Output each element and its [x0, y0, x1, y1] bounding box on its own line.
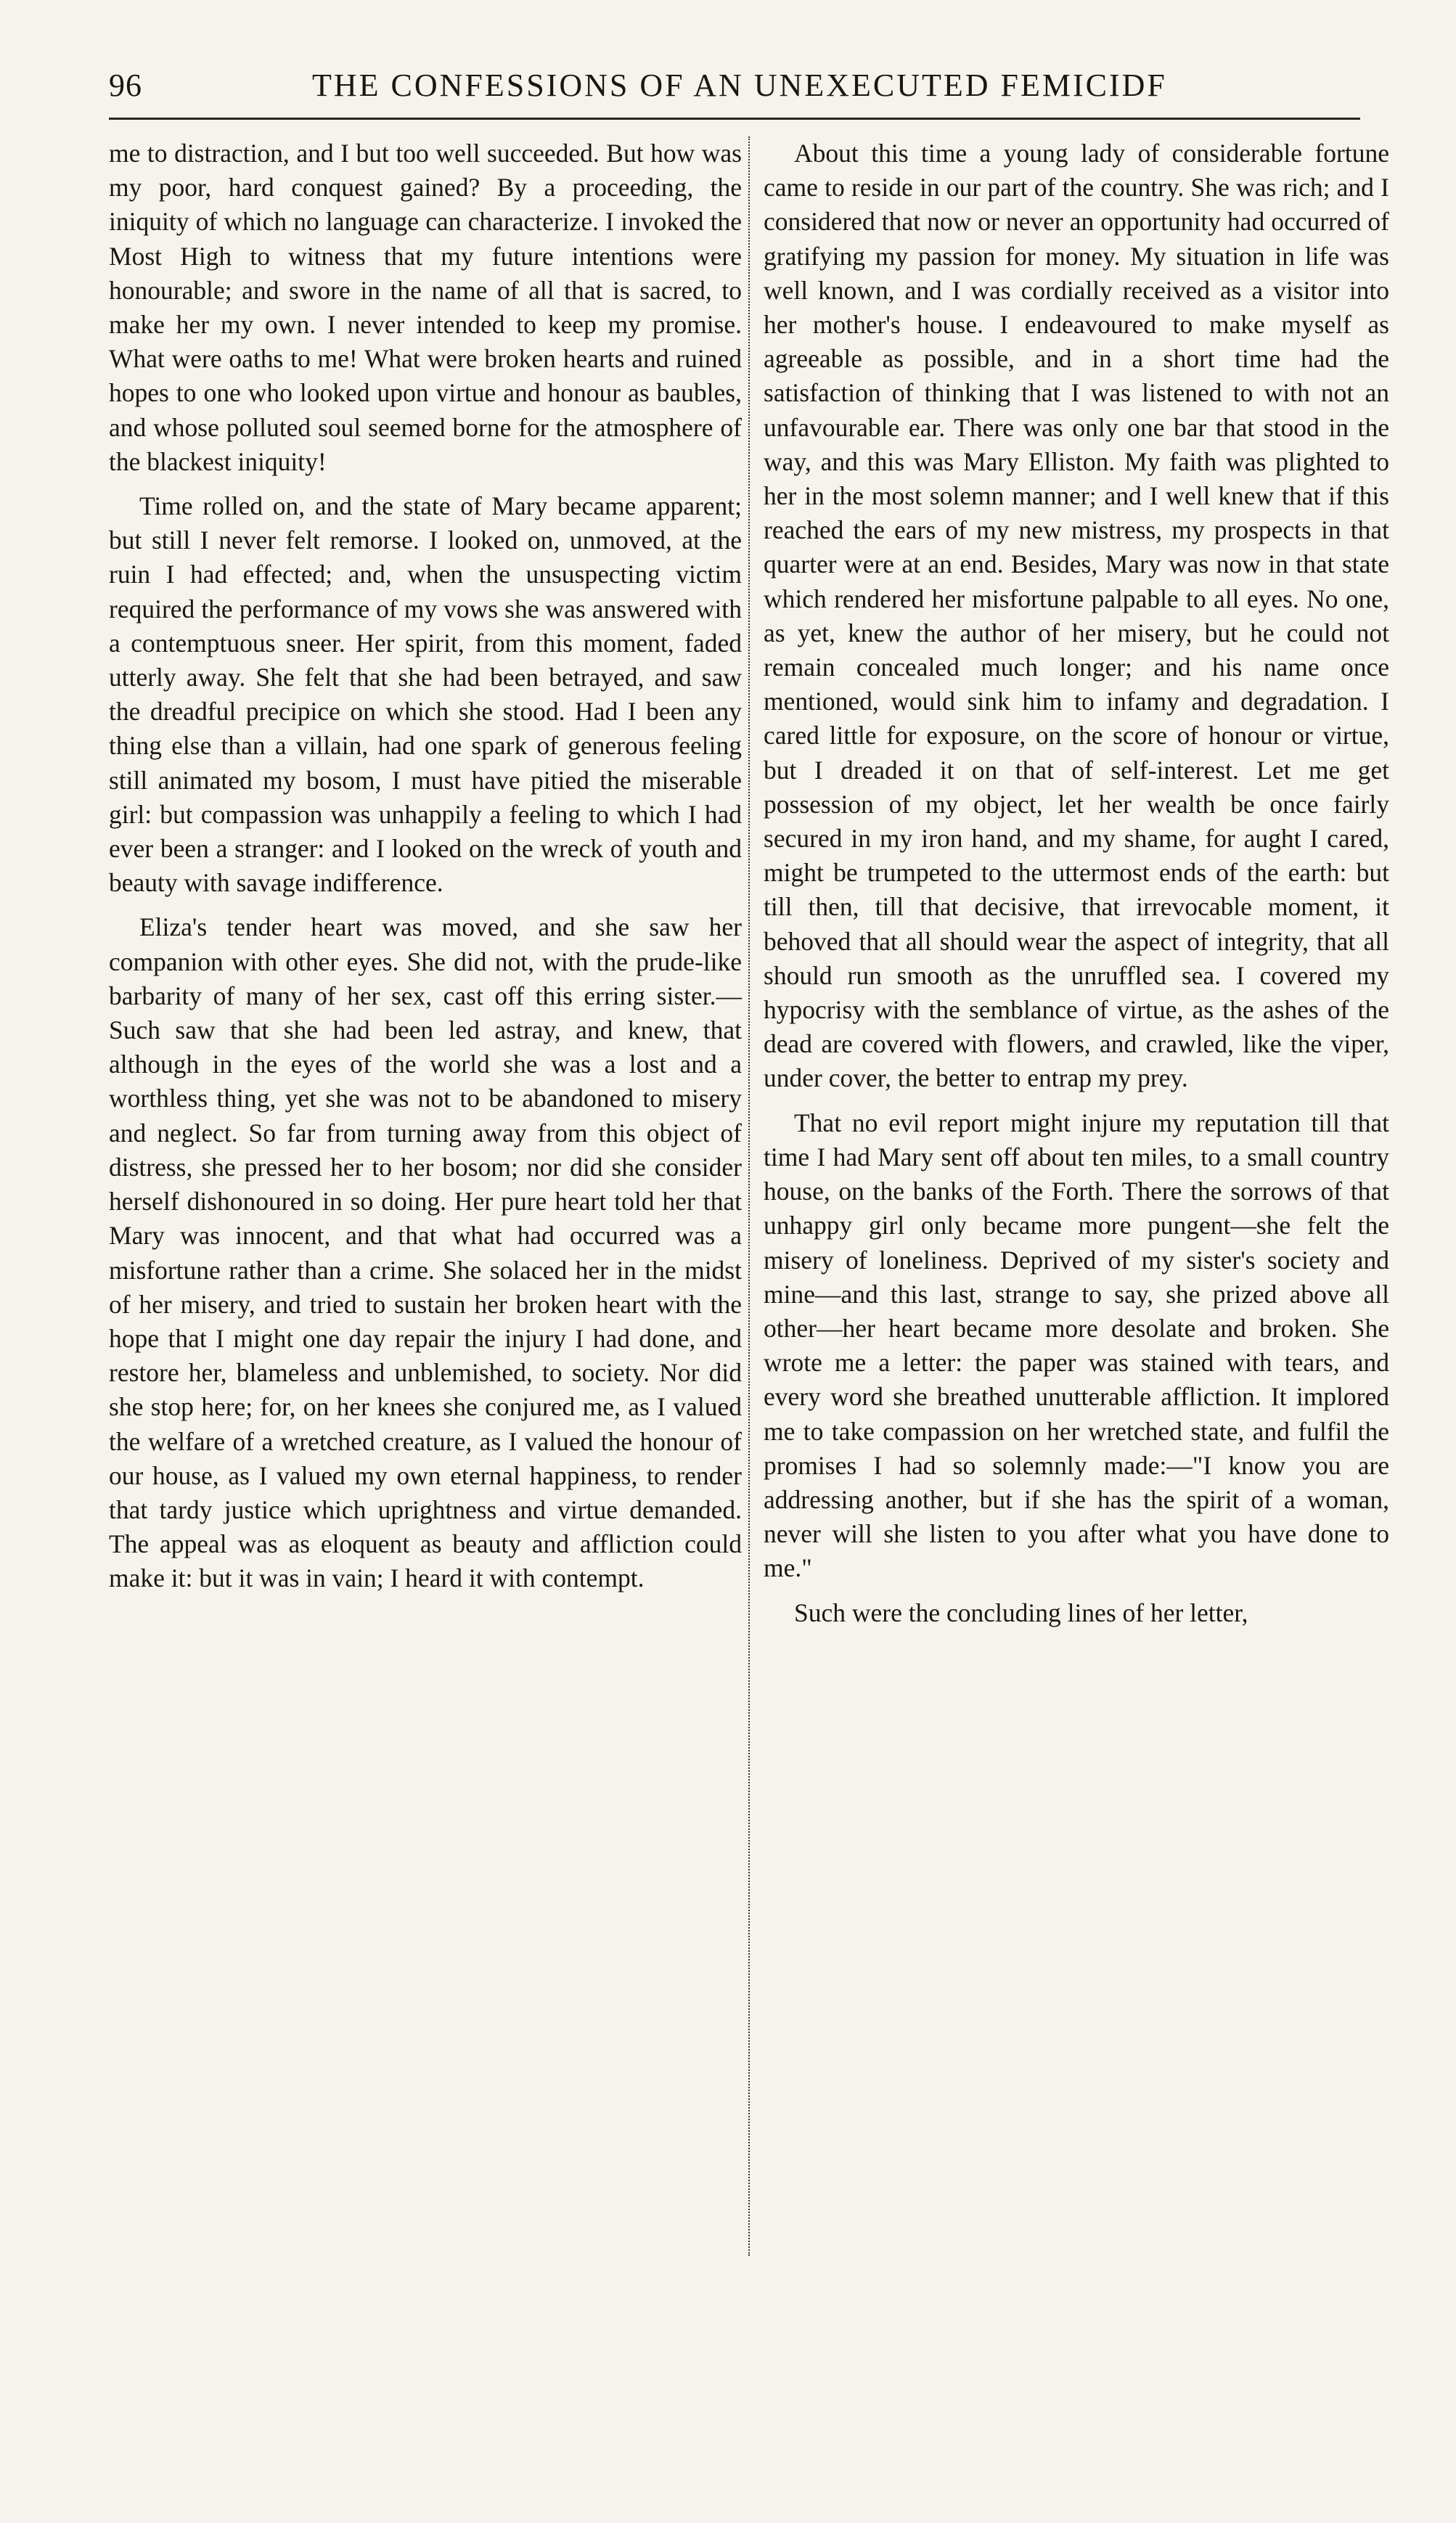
paragraph: About this time a young lady of considerable fortune came to reside in our part of the country. She was rich; and I considered that now or never an opportunity had occurred of gratifying my passion for money. My situation in life was well known, and I was cordially received as a visitor into her mother's house. I endeavoured to make myself as agreeable as possible, and in a short time had the satisfaction of thinking that I was listened to with not an unfavourable ear. There was only one bar that stood in the way, and this was Mary Elliston. My faith was plighted to her in the most solemn manner; and I well knew that if this reached the ears of my new mistress, my prospects in that quarter were at an end. Besides, Mary was now in that state which rendered her misfortune palpable to all eyes. No one, as yet, knew the author of her misery, but he could not remain concealed much longer; and his name once mentioned, would sink him to infamy and degradation. I cared little for exposure, on the score of honour or virtue, but I dreaded it on that of self-interest. Let me get possession of my object, let her wealth be once fairly secured in my iron hand, and my shame, for aught I cared, might be trumpeted to the uttermost ends of the earth: but till then, till that decisive, that irrevocable moment, it behoved that all should wear the aspect of integrity, that all should run smooth as the unruffled sea. I covered my hypocrisy with the semblance of virtue, as the ashes of the dead are covered with flowers, and crawled, like the viper, under cover, the better to entrap my prey. — [764, 139, 1389, 1093]
paragraph: Such were the concluding lines of her letter, — [794, 1598, 1248, 1627]
paragraph: That no evil report might injure my reputation till that time I had Mary sent off about ten miles, to a small country house, on the banks of the Forth. There the sorrows of that unhappy girl only became more pungent—she felt the misery of loneliness. Deprived of my sister's society and mine—and this last, strange to say, she prized above all other—her heart became more desolate and broken. She wrote me a letter: the paper was stained with tears, and every word she breathed unutterable affliction. It implored me to take compassion on her wretched state, and fulfil the promises I had so solemnly made:—"I know you are addressing another, but if she has the spirit of a woman, never will she listen to you after what you have done to me." — [764, 1108, 1389, 1583]
page-number: 96 — [109, 68, 142, 103]
paragraph: Eliza's tender heart was moved, and she saw her companion with other eyes. She did not, with the prude-like barbarity of many of her sex, cast off this erring sister.—Such saw that she had been led astray, and knew, that although in the eyes of the world she was a lost and a worthless thing, yet she was not to be abandoned to misery and neglect. So far from turning away from this object of distress, she pressed her to her bosom; nor did she consider herself dishonoured in so doing. Her pure heart told her that Mary was innocent, and that what had occurred was a misfortune rather than a crime. She solaced her in the midst of her misery, and tried to sustain her broken heart with the hope that I might one day repair the injury I had done, and restore her, blameless and unblemished, to society. Nor did she stop here; for, on her knees she conjured me, as I valued the welfare of a wretched creature, as I valued the honour of our house, as I valued my own eternal happiness, to render that tardy justice which uprightness and virtue demanded. The appeal was as eloquent as beauty and affliction could make it: but it was in vain; I heard it with contempt. — [109, 912, 742, 1593]
paragraph: me to distraction, and I but too well succeeded. But how was my poor, hard conquest gained? By a proceeding, the iniquity of which no language can characterize. I invoked the Most High to witness that my future intentions were honourable; and swore in the name of all that is sacred, to make her my own. I never intended to keep my promise. What were oaths to me! What were broken hearts and ruined hopes to one who looked upon virtue and honour as baubles, and whose polluted soul seemed borne for the atmosphere of the blackest iniquity! — [109, 139, 742, 476]
left-column — [109, 136, 742, 1606]
running-title: THE CONFESSIONS OF AN UNEXECUTED FEMICIDF — [312, 68, 1167, 103]
column-divider — [748, 136, 750, 2256]
header-rule — [109, 118, 1360, 120]
right-column — [764, 136, 1389, 1640]
paragraph: Time rolled on, and the state of Mary became apparent; but still I never felt remorse. I looked on, unmoved, at the ruin I had effected; and, when the unsuspecting victim required the performance of my vows she was answered with a contemptuous sneer. Her spirit, from this moment, faded utterly away. She felt that she had been betrayed, and saw the dreadful precipice on which she stood. Had I been any thing else than a villain, had one spark of generous feeling still animated my bosom, I must have pitied the miserable girl: but compassion was unhappily a feeling to which I had ever been a stranger: and I looked on the wreck of youth and beauty with savage indifference. — [109, 491, 742, 898]
